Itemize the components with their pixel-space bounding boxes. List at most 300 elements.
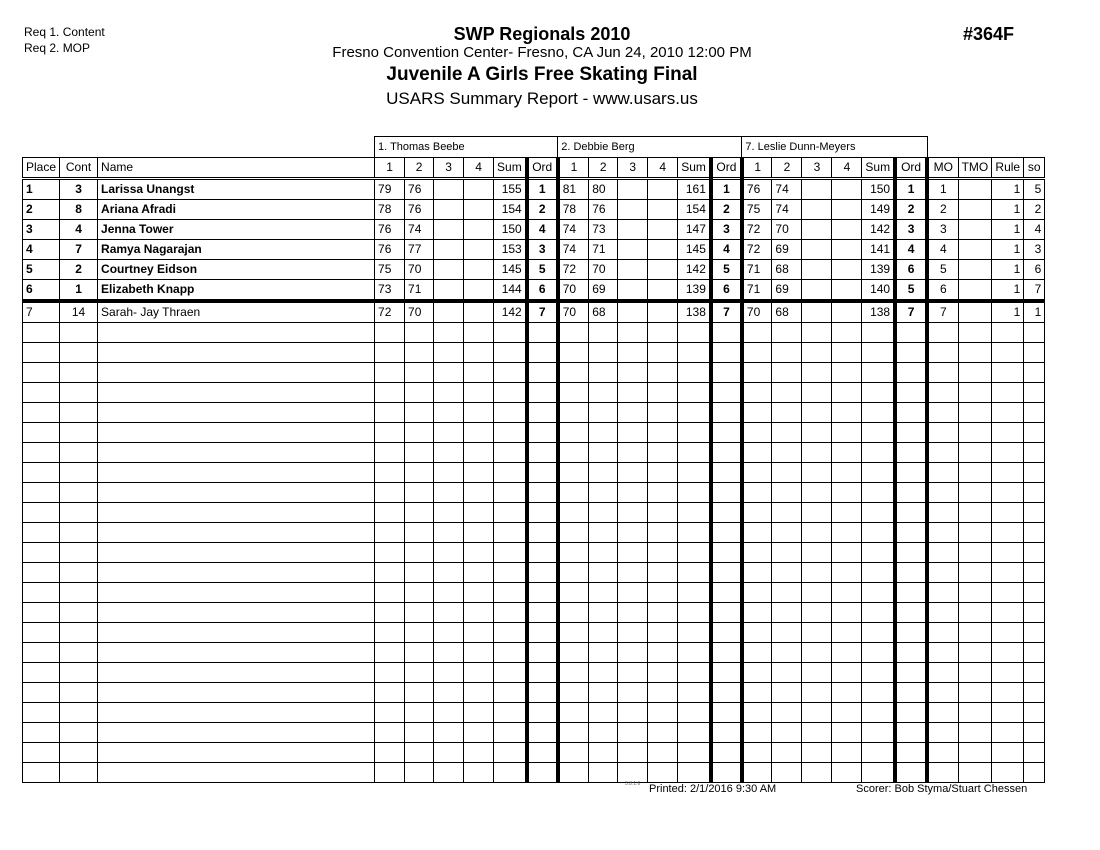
empty-cell: [992, 423, 1024, 443]
col-name: Name: [98, 158, 375, 179]
empty-cell: [494, 483, 527, 503]
judge2-score-3: [618, 240, 648, 260]
empty-cell: [464, 663, 494, 683]
empty-row: [23, 603, 1045, 623]
empty-cell: [802, 503, 832, 523]
empty-cell: [589, 703, 618, 723]
empty-cell: [711, 503, 742, 523]
empty-cell: [958, 343, 992, 363]
empty-cell: [464, 383, 494, 403]
judge1-score-2: 74: [405, 220, 434, 240]
empty-cell: [895, 323, 927, 343]
empty-cell: [60, 503, 98, 523]
version-mark: 3.8.1.6: [625, 781, 641, 787]
empty-cell: [527, 503, 558, 523]
judge2-score-1: 70: [558, 301, 589, 323]
empty-cell: [405, 563, 434, 583]
empty-cell: [23, 543, 60, 563]
place-cell: 5: [23, 260, 60, 280]
empty-cell: [558, 363, 589, 383]
empty-cell: [618, 423, 648, 443]
empty-cell: [23, 583, 60, 603]
col-place: Place: [23, 158, 60, 179]
judge3-score-2: 68: [772, 260, 802, 280]
empty-cell: [992, 483, 1024, 503]
empty-cell: [494, 703, 527, 723]
judge2-score-4: [648, 280, 678, 302]
empty-cell: [589, 503, 618, 523]
empty-cell: [405, 663, 434, 683]
empty-cell: [494, 423, 527, 443]
judge3-sum: 139: [862, 260, 895, 280]
empty-cell: [434, 483, 464, 503]
col-judge2-3: 3: [618, 158, 648, 179]
empty-row: [23, 403, 1045, 423]
empty-cell: [434, 423, 464, 443]
empty-cell: [464, 523, 494, 543]
empty-cell: [23, 743, 60, 763]
judge1-sum: 154: [494, 200, 527, 220]
empty-cell: [895, 663, 927, 683]
empty-cell: [375, 763, 405, 783]
empty-cell: [558, 583, 589, 603]
empty-cell: [832, 463, 862, 483]
empty-cell: [648, 343, 678, 363]
empty-cell: [434, 603, 464, 623]
empty-cell: [434, 343, 464, 363]
table-row: [23, 280, 1045, 302]
empty-cell: [992, 343, 1024, 363]
empty-cell: [618, 363, 648, 383]
empty-cell: [464, 323, 494, 343]
empty-cell: [589, 663, 618, 683]
tmo-cell: [958, 179, 992, 200]
empty-cell: [862, 743, 895, 763]
empty-cell: [992, 563, 1024, 583]
empty-cell: [1024, 643, 1045, 663]
empty-cell: [958, 543, 992, 563]
empty-cell: [98, 663, 375, 683]
empty-cell: [832, 383, 862, 403]
empty-cell: [98, 543, 375, 563]
judge2-sum: 145: [678, 240, 711, 260]
empty-cell: [927, 563, 958, 583]
empty-cell: [958, 483, 992, 503]
empty-cell: [678, 603, 711, 623]
judge1-score-2: 76: [405, 179, 434, 200]
empty-cell: [958, 423, 992, 443]
place-cell: 7: [23, 301, 60, 323]
judge1-score-1: 79: [375, 179, 405, 200]
empty-cell: [678, 503, 711, 523]
empty-cell: [992, 643, 1024, 663]
empty-cell: [618, 443, 648, 463]
empty-cell: [648, 763, 678, 783]
empty-cell: [678, 623, 711, 643]
empty-cell: [527, 623, 558, 643]
judge2-sum: 139: [678, 280, 711, 302]
empty-cell: [375, 703, 405, 723]
empty-cell: [958, 523, 992, 543]
empty-cell: [464, 363, 494, 383]
judge2-score-2: 69: [589, 280, 618, 302]
judge2-score-1: 70: [558, 280, 589, 302]
empty-cell: [958, 603, 992, 623]
empty-cell: [375, 403, 405, 423]
col-judge3-3: 3: [802, 158, 832, 179]
empty-cell: [832, 523, 862, 543]
col-judge1-3: 3: [434, 158, 464, 179]
empty-cell: [98, 363, 375, 383]
judge3-sum: 149: [862, 200, 895, 220]
empty-cell: [60, 523, 98, 543]
empty-cell: [862, 483, 895, 503]
empty-cell: [405, 343, 434, 363]
judge1-score-1: 75: [375, 260, 405, 280]
empty-cell: [618, 503, 648, 523]
col-judge2-1: 1: [558, 158, 589, 179]
judge2-ordinal: 2: [711, 200, 742, 220]
empty-cell: [464, 483, 494, 503]
empty-cell: [618, 663, 648, 683]
empty-cell: [434, 763, 464, 783]
empty-cell: [742, 723, 772, 743]
empty-cell: [464, 503, 494, 523]
empty-cell: [802, 423, 832, 443]
empty-cell: [772, 403, 802, 423]
empty-cell: [494, 763, 527, 783]
empty-cell: [862, 703, 895, 723]
empty-cell: [862, 663, 895, 683]
empty-cell: [618, 763, 648, 783]
judge3-ordinal: 3: [895, 220, 927, 240]
empty-row: [23, 563, 1045, 583]
judge1-score-2: 77: [405, 240, 434, 260]
judge2-score-1: 72: [558, 260, 589, 280]
cont-cell: 8: [60, 200, 98, 220]
empty-cell: [1024, 743, 1045, 763]
judge3-ordinal: 2: [895, 200, 927, 220]
empty-cell: [494, 343, 527, 363]
empty-cell: [678, 463, 711, 483]
judge1-score-1: 73: [375, 280, 405, 302]
judge3-score-2: 74: [772, 179, 802, 200]
empty-cell: [958, 563, 992, 583]
place-cell: 1: [23, 179, 60, 200]
judge1-sum: 155: [494, 179, 527, 200]
empty-cell: [527, 363, 558, 383]
empty-cell: [527, 683, 558, 703]
empty-cell: [464, 543, 494, 563]
empty-cell: [375, 603, 405, 623]
empty-cell: [618, 383, 648, 403]
judge2-sum: 154: [678, 200, 711, 220]
empty-cell: [23, 763, 60, 783]
empty-cell: [60, 763, 98, 783]
empty-cell: [98, 343, 375, 363]
empty-cell: [589, 323, 618, 343]
empty-cell: [527, 323, 558, 343]
empty-cell: [434, 743, 464, 763]
empty-cell: [618, 603, 648, 623]
judge1-score-1: 72: [375, 301, 405, 323]
empty-cell: [98, 583, 375, 603]
empty-cell: [618, 703, 648, 723]
empty-cell: [434, 563, 464, 583]
judge3-score-3: [802, 200, 832, 220]
empty-cell: [23, 603, 60, 623]
empty-cell: [464, 343, 494, 363]
judge1-sum: 153: [494, 240, 527, 260]
empty-cell: [802, 683, 832, 703]
empty-cell: [1024, 763, 1045, 783]
empty-cell: [648, 503, 678, 523]
judge-header-row: [23, 137, 1045, 158]
empty-cell: [895, 423, 927, 443]
empty-cell: [558, 603, 589, 623]
empty-cell: [927, 603, 958, 623]
empty-cell: [464, 643, 494, 663]
empty-cell: [1024, 563, 1045, 583]
empty-cell: [958, 663, 992, 683]
empty-cell: [648, 623, 678, 643]
empty-cell: [648, 683, 678, 703]
empty-cell: [1024, 543, 1045, 563]
empty-cell: [832, 763, 862, 783]
empty-cell: [558, 743, 589, 763]
empty-cell: [742, 523, 772, 543]
mo-cell: 4: [927, 240, 958, 260]
empty-cell: [464, 423, 494, 443]
empty-cell: [958, 403, 992, 423]
judge3-score-1: 70: [742, 301, 772, 323]
empty-cell: [464, 403, 494, 423]
judge1-sum: 150: [494, 220, 527, 240]
judge3-sum: 138: [862, 301, 895, 323]
tmo-cell: [958, 260, 992, 280]
judge3-score-4: [832, 200, 862, 220]
empty-cell: [527, 343, 558, 363]
empty-cell: [558, 423, 589, 443]
empty-cell: [98, 403, 375, 423]
empty-row: [23, 343, 1045, 363]
empty-cell: [992, 543, 1024, 563]
empty-cell: [434, 703, 464, 723]
empty-cell: [494, 463, 527, 483]
empty-cell: [895, 703, 927, 723]
empty-cell: [494, 663, 527, 683]
judge3-sum: 141: [862, 240, 895, 260]
rule-cell: 1: [992, 240, 1024, 260]
empty-cell: [992, 683, 1024, 703]
empty-cell: [772, 583, 802, 603]
skater-name: Elizabeth Knapp: [98, 280, 375, 302]
empty-cell: [742, 643, 772, 663]
empty-cell: [927, 683, 958, 703]
empty-cell: [832, 423, 862, 443]
empty-cell: [405, 623, 434, 643]
empty-cell: [98, 443, 375, 463]
empty-cell: [648, 423, 678, 443]
empty-cell: [992, 523, 1024, 543]
judge2-sum: 142: [678, 260, 711, 280]
empty-cell: [862, 583, 895, 603]
empty-cell: [711, 363, 742, 383]
table-row: [23, 200, 1045, 220]
empty-cell: [375, 623, 405, 643]
rule-cell: 1: [992, 280, 1024, 302]
requirement-2: Req 2. MOP: [24, 41, 91, 55]
judge3-ordinal: 4: [895, 240, 927, 260]
column-header-row: [23, 158, 1045, 179]
empty-cell: [618, 403, 648, 423]
empty-cell: [98, 623, 375, 643]
empty-cell: [494, 723, 527, 743]
empty-cell: [23, 443, 60, 463]
empty-cell: [589, 343, 618, 363]
empty-cell: [464, 623, 494, 643]
judge2-score-2: 71: [589, 240, 618, 260]
empty-cell: [711, 583, 742, 603]
empty-cell: [434, 323, 464, 343]
empty-cell: [772, 503, 802, 523]
judge3-sum: 140: [862, 280, 895, 302]
empty-row: [23, 503, 1045, 523]
empty-cell: [60, 583, 98, 603]
skater-name: Sarah- Jay Thraen: [98, 301, 375, 323]
empty-cell: [862, 683, 895, 703]
empty-cell: [494, 543, 527, 563]
empty-cell: [648, 523, 678, 543]
judge1-score-4: [464, 240, 494, 260]
judge1-sum: 142: [494, 301, 527, 323]
empty-cell: [434, 583, 464, 603]
empty-cell: [895, 723, 927, 743]
empty-row: [23, 383, 1045, 403]
judge1-score-2: 70: [405, 260, 434, 280]
judge2-ordinal: 6: [711, 280, 742, 302]
empty-cell: [527, 703, 558, 723]
mo-cell: 5: [927, 260, 958, 280]
empty-cell: [23, 523, 60, 543]
empty-cell: [527, 383, 558, 403]
empty-cell: [711, 343, 742, 363]
cont-cell: 1: [60, 280, 98, 302]
empty-cell: [98, 603, 375, 623]
skater-name: Ariana Afradi: [98, 200, 375, 220]
empty-cell: [772, 723, 802, 743]
judge2-score-4: [648, 200, 678, 220]
event-title: Juvenile A Girls Free Skating Final: [386, 64, 698, 85]
empty-cell: [527, 583, 558, 603]
empty-cell: [60, 603, 98, 623]
empty-cell: [742, 763, 772, 783]
empty-cell: [862, 563, 895, 583]
empty-cell: [464, 723, 494, 743]
empty-cell: [742, 323, 772, 343]
empty-cell: [678, 683, 711, 703]
tmo-cell: [958, 240, 992, 260]
empty-cell: [992, 323, 1024, 343]
empty-cell: [60, 483, 98, 503]
judge2-score-4: [648, 301, 678, 323]
empty-cell: [832, 403, 862, 423]
empty-cell: [1024, 603, 1045, 623]
col-judge1-1: 1: [375, 158, 405, 179]
empty-cell: [558, 563, 589, 583]
empty-cell: [589, 563, 618, 583]
empty-cell: [98, 703, 375, 723]
col-so: so: [1024, 158, 1045, 179]
judge3-ordinal: 7: [895, 301, 927, 323]
judge1-ordinal: 2: [527, 200, 558, 220]
empty-cell: [742, 443, 772, 463]
judge1-ordinal: 3: [527, 240, 558, 260]
empty-cell: [23, 643, 60, 663]
competition-title: SWP Regionals 2010: [453, 24, 631, 44]
empty-cell: [958, 683, 992, 703]
empty-cell: [494, 443, 527, 463]
empty-cell: [405, 463, 434, 483]
empty-row: [23, 583, 1045, 603]
empty-cell: [742, 503, 772, 523]
judge3-score-1: 71: [742, 260, 772, 280]
judge3-score-2: 74: [772, 200, 802, 220]
judge3-score-1: 76: [742, 179, 772, 200]
empty-cell: [527, 663, 558, 683]
judge3-score-4: [832, 240, 862, 260]
empty-cell: [802, 583, 832, 603]
empty-cell: [895, 483, 927, 503]
judge1-ordinal: 6: [527, 280, 558, 302]
empty-cell: [1024, 483, 1045, 503]
empty-cell: [589, 483, 618, 503]
empty-cell: [98, 523, 375, 543]
empty-row: [23, 483, 1045, 503]
empty-cell: [802, 763, 832, 783]
judge1-score-4: [464, 260, 494, 280]
empty-cell: [589, 523, 618, 543]
judge3-ordinal: 5: [895, 280, 927, 302]
empty-cell: [992, 503, 1024, 523]
empty-cell: [434, 543, 464, 563]
empty-cell: [558, 323, 589, 343]
empty-cell: [862, 643, 895, 663]
empty-cell: [772, 683, 802, 703]
empty-cell: [589, 383, 618, 403]
empty-cell: [958, 623, 992, 643]
empty-cell: [742, 663, 772, 683]
empty-cell: [648, 603, 678, 623]
judge3-score-3: [802, 301, 832, 323]
empty-cell: [558, 643, 589, 663]
empty-cell: [618, 623, 648, 643]
tmo-cell: [958, 200, 992, 220]
empty-cell: [927, 503, 958, 523]
requirement-1: Req 1. Content: [24, 25, 105, 39]
empty-cell: [434, 683, 464, 703]
tmo-cell: [958, 301, 992, 323]
empty-cell: [832, 483, 862, 503]
empty-cell: [772, 323, 802, 343]
empty-cell: [958, 503, 992, 523]
empty-cell: [589, 543, 618, 563]
judge2-score-1: 78: [558, 200, 589, 220]
mo-cell: 6: [927, 280, 958, 302]
empty-cell: [527, 423, 558, 443]
judge2-score-3: [618, 220, 648, 240]
judge2-score-3: [618, 179, 648, 200]
